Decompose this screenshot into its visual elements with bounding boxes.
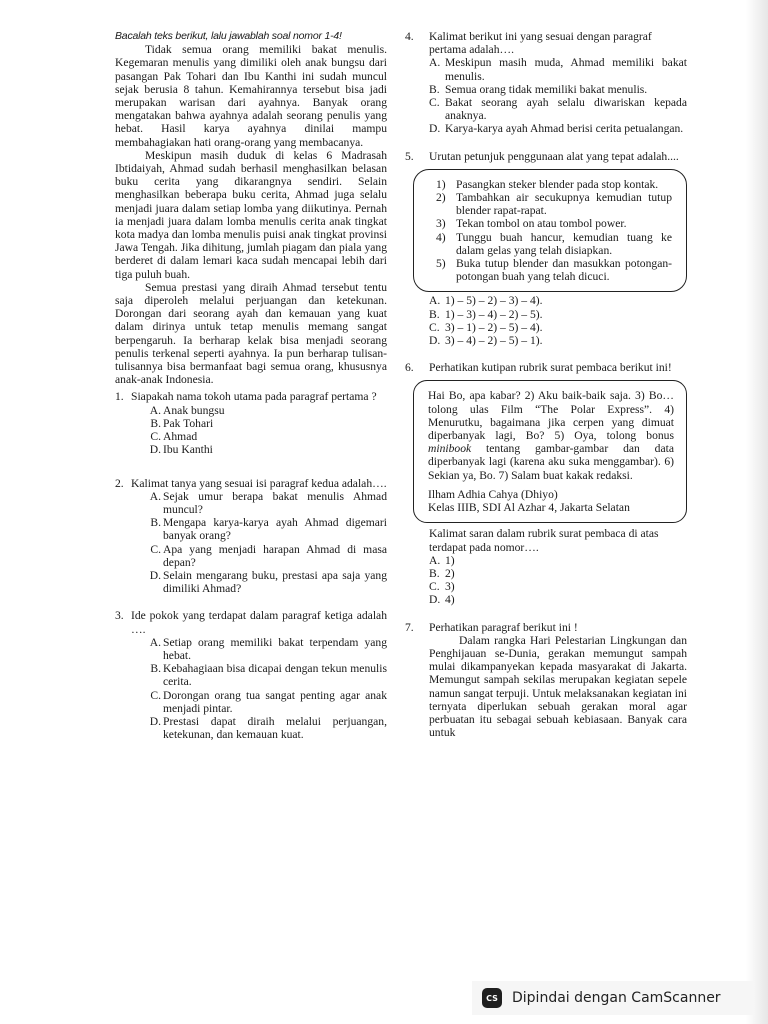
- question-stem: Urutan petunjuk penggunaan alat yang tepat adalah....: [429, 149, 679, 163]
- option-d[interactable]: D. Prestasi dapat diraih melalui perjuangan, ketekunan, dan kemauan kuat.: [149, 714, 387, 742]
- question-stem: Perhatikan kutipan rubrik surat pembaca berikut ini!: [429, 361, 672, 375]
- option-c[interactable]: C. Bakat seorang ayah selalu diwariskan kepada anaknya.: [429, 96, 687, 123]
- question-number: 3.: [115, 609, 124, 623]
- question-text: Kalimat saran dalam rubrik surat pembaca di atas terdapat pada nomor….: [429, 527, 659, 554]
- letter-signature-class: Kelas IIIB, SDI Al Azhar 4, Jakarta Selatan: [428, 501, 630, 515]
- option-b[interactable]: B. Semua orang tidak memiliki bakat menulis.: [429, 82, 648, 96]
- option-a[interactable]: A. Setiap orang memiliki bakat terpendam yang hebat.: [149, 635, 387, 662]
- question-7: [405, 621, 687, 740]
- camscanner-icon: CS: [482, 988, 502, 1008]
- right-column: [405, 30, 687, 739]
- option-b[interactable]: B. Pak Tohari: [150, 416, 214, 430]
- question-5: [405, 150, 687, 348]
- option-a[interactable]: A. 1) – 5) – 2) – 3) – 4).: [429, 294, 543, 308]
- step-item: 5) Buka tutup blender dan masukkan potongan-potongan buah yang telah dicuci.: [436, 257, 672, 284]
- option-a[interactable]: A. Anak bungsu: [149, 403, 225, 417]
- question-stem: Kalimat berikut ini yang sesuai dengan paragraf pertama adalah….: [429, 30, 652, 57]
- option-d[interactable]: D. Karya-karya ayah Ahmad berisi cerita petualangan.: [429, 122, 684, 136]
- option-a[interactable]: A. Meskipun masih muda, Ahmad memiliki bakat menulis.: [429, 56, 687, 83]
- question-stem: Ide pokok yang terdapat dalam paragraf ketiga adalah ….: [131, 609, 387, 636]
- option-d[interactable]: D. Selain mengarang buku, prestasi apa saja yang dimiliki Ahmad?: [149, 568, 387, 596]
- camscanner-watermark: [472, 981, 754, 1015]
- passage-paragraph-3: Semua prestasi yang diraih Ahmad tersebut tentu saja diperoleh melalui perjuangan dan ketekunan. Dorongan dari seorang ayah dan kemauan yang kuat dalam dirinya untuk tetap menulis memang sangat berpengaruh. Ia berharap kelak bisa menjadi seorang penulis terkenal seperti ayahnya. Ia pun berharap tulisan-tulisannya bisa bermanfaat bagi semua orang, khususnya anak-anak Indonesia.: [115, 280, 387, 387]
- question-number: 5.: [405, 149, 414, 163]
- reader-letter-text: Hai Bo, apa kabar? 2) Aku baik-baik saja. 3) Bo… tolong ulas Film “The Polar Express”. 4) Menurutku, bagaimana jika cerpen yang dimuat diperbanyak lagi, Bo? 5) Oya, tolong bonus minibook tentang gambar-gambar dan data diperbanyak lagi (karena aku suka menggambar). 6) Sekian ya, Bo. 7) Salam buat kakak redaksi.: [428, 389, 674, 482]
- option-a[interactable]: A. Sejak umur berapa bakat menulis Ahmad muncul?: [149, 489, 387, 516]
- question-2: [115, 477, 387, 596]
- option-c[interactable]: C. Ahmad: [150, 430, 198, 444]
- option-d[interactable]: D. 3) – 4) – 2) – 5) – 1).: [429, 334, 543, 348]
- question-number: 2.: [115, 476, 124, 490]
- option-b[interactable]: B. Mengapa karya-karya ayah Ahmad digemari banyak orang?: [150, 516, 387, 543]
- step-item: 2) Tambahkan air secukupnya kemudian tutup blender rapat-rapat.: [436, 191, 672, 218]
- step-item: 3) Tekan tombol on atau tombol power.: [436, 217, 627, 231]
- left-column: [115, 30, 387, 741]
- question-7-paragraph: Dalam rangka Hari Pelestarian Lingkungan dan Penghijauan se-Dunia, gerakan memungut sampah mulai dikampanyekan kepada masyarakat di Jakarta. Memungut sampah sekilas merupakan kegiatan sepele namun sangat terpuji. Untuk melaksanakan kegiatan ini ternyata diperlukan sebuah gerakan moral agar perbuatan itu sebagai sebuah kebiasaan. Banyak cara untuk: [429, 633, 687, 740]
- instruction-steps-box: [413, 169, 687, 293]
- question-number: 1.: [115, 390, 124, 404]
- question-number: 4.: [405, 30, 414, 43]
- question-6: [405, 361, 687, 606]
- camscanner-label: Dipindai dengan CamScanner: [512, 990, 721, 1006]
- question-stem: Kalimat tanya yang sesuai isi paragraf kedua adalah….: [131, 476, 387, 490]
- step-item: 1) Pasangkan steker blender pada stop kontak.: [436, 177, 659, 191]
- reading-instruction: Bacalah teks berikut, lalu jawablah soal nomor 1-4!: [115, 30, 342, 42]
- question-stem: Siapakah nama tokoh utama pada paragraf pertama ?: [131, 390, 377, 404]
- passage-paragraph-2: Meskipun masih duduk di kelas 6 Madrasah Ibtidaiyah, Ahmad sudah berhasil menghasilkan belasan buku cerita yang dikarangnya sendiri. Selain menghasilkan beberapa buku cerita, Ahmad juga selalu menjadi juara dalam setiap lomba yang diikutinya. Pernah ia menjadi juara dalam lomba menulis cerita anak tingkat kota madya dan lomba menulis puisi anak tingkat provinsi Jawa Tengah. Jika dihitung, jumlah piagam dan piala yang berderet di dalam lemari kaca sudah mencapai lebih dari tiga puluh buah.: [115, 148, 387, 281]
- question-stem: Perhatikan paragraf berikut ini !: [429, 620, 578, 634]
- question-4: [405, 30, 687, 136]
- question-1: [115, 390, 387, 456]
- passage-paragraph-1: Tidak semua orang memiliki bakat menulis. Kegemaran menulis yang dimiliki oleh anak bungsu dari pasangan Pak Tohari dan Ibu Kanthi ini sudah muncul sejak berusia 8 tahun. Kemahirannya tersebut bisa jadi merupakan warisan dari ayahnya. Banyak orang mengatakan bahwa ayahnya adalah seorang penulis yang hebat. Hasil karya ayahnya dinilai mampu membahagiakan hati orang-orang yang membacanya.: [115, 43, 387, 149]
- option-c[interactable]: C. 3): [429, 580, 455, 594]
- option-d[interactable]: D. Ibu Kanthi: [149, 443, 213, 457]
- page-edge-shadow: [746, 0, 768, 1024]
- step-item: 4) Tunggu buah hancur, kemudian tuang ke dalam gelas yang telah disiapkan.: [436, 230, 672, 257]
- option-b[interactable]: B. 2): [429, 566, 455, 580]
- option-d[interactable]: D. 4): [429, 593, 455, 607]
- option-c[interactable]: C. Apa yang menjadi harapan Ahmad di masa depan?: [150, 542, 387, 569]
- option-c[interactable]: C. 3) – 1) – 2) – 5) – 4).: [429, 320, 543, 334]
- option-b[interactable]: B. 1) – 3) – 4) – 2) – 5).: [429, 307, 543, 321]
- option-c[interactable]: C. Dorongan orang tua sangat penting agar anak menjadi pintar.: [150, 688, 387, 715]
- option-a[interactable]: A. 1): [429, 553, 455, 567]
- question-number: 7.: [405, 620, 414, 634]
- letter-signature-name: Ilham Adhia Cahya (Dhiyo): [428, 487, 558, 501]
- option-b[interactable]: B. Kebahagiaan bisa dicapai dengan tekun menulis cerita.: [150, 662, 387, 689]
- question-number: 6.: [405, 361, 414, 375]
- reader-letter-box: [413, 380, 687, 523]
- question-3: [115, 609, 387, 741]
